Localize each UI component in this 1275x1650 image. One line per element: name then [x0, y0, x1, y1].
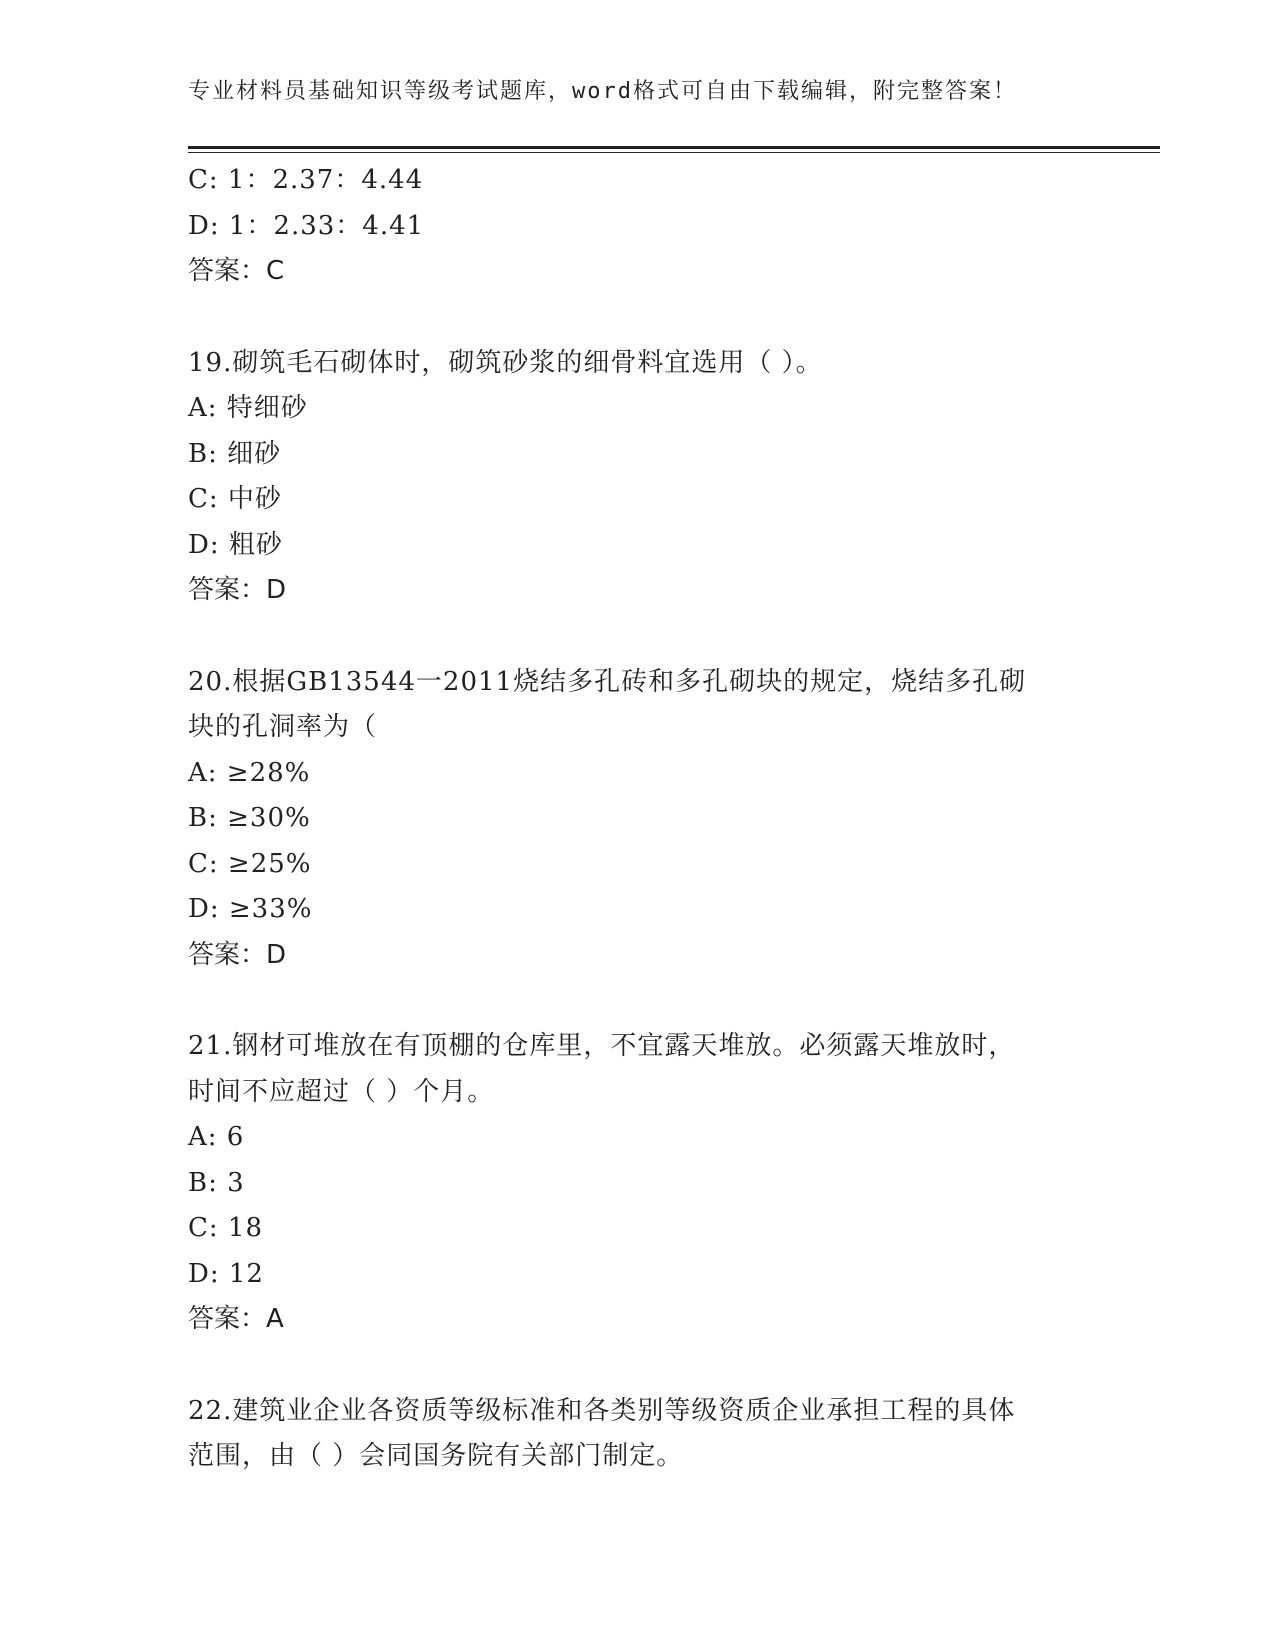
question-block-21 — [188, 1024, 1088, 1343]
option-a: A: 特细砂 — [188, 393, 308, 423]
question-block-18 — [188, 158, 1088, 295]
question-text-line-2: 时间不应超过（ ）个月。 — [188, 1076, 495, 1107]
option-c: C: 1：2.37：4.44 — [188, 165, 424, 195]
header-divider-thin — [188, 152, 1160, 153]
question-text-line-1: 21.钢材可堆放在有顶棚的仓库里，不宜露天堆放。必须露天堆放时， — [188, 1031, 1016, 1061]
option-a: A: ≥28% — [188, 757, 311, 788]
answer-line: 答案：A — [188, 1304, 284, 1334]
question-text-line-1: 22.建筑业企业各资质等级标准和各类别等级资质企业承担工程的具体 — [188, 1395, 1016, 1426]
question-text-line-2: 块的孔洞率为（ — [188, 712, 378, 742]
option-c: C: ≥25% — [188, 848, 312, 879]
option-d: D: 粗砂 — [188, 529, 283, 560]
option-c: C: 18 — [188, 1213, 264, 1243]
question-text: 19.砌筑毛石砌体时，砌筑砂浆的细骨料宜选用（ ）。 — [188, 347, 823, 378]
page-header-title: 专业材料员基础知识等级考试题库，word格式可自由下载编辑，附完整答案！ — [188, 79, 1017, 104]
option-a: A: 6 — [188, 1122, 245, 1152]
header-divider-thick — [188, 146, 1160, 149]
answer-line: 答案：D — [188, 575, 287, 605]
question-block-22 — [188, 1389, 1088, 1480]
block-spacer — [188, 295, 1088, 341]
question-block-19 — [188, 341, 1088, 614]
question-text-line-2: 范围，由（ ）会同国务院有关部门制定。 — [188, 1441, 684, 1471]
option-d: D: 1：2.33：4.41 — [188, 210, 425, 241]
option-d: D: ≥33% — [188, 894, 313, 924]
question-block-20 — [188, 660, 1088, 979]
answer-line: 答案：C — [188, 256, 285, 286]
block-spacer — [188, 978, 1088, 1024]
option-b: B: 细砂 — [188, 438, 282, 469]
answer-line: 答案：D — [188, 939, 287, 970]
block-spacer — [188, 1343, 1088, 1389]
option-c: C: 中砂 — [188, 484, 282, 514]
block-spacer — [188, 614, 1088, 660]
option-b: B: 3 — [188, 1167, 245, 1198]
document-body — [188, 158, 1088, 1480]
option-b: B: ≥30% — [188, 803, 311, 833]
option-d: D: 12 — [188, 1258, 264, 1289]
question-text-line-1: 20.根据GB13544一2011烧结多孔砖和多孔砌块的规定，烧结多孔砌 — [188, 666, 1027, 697]
